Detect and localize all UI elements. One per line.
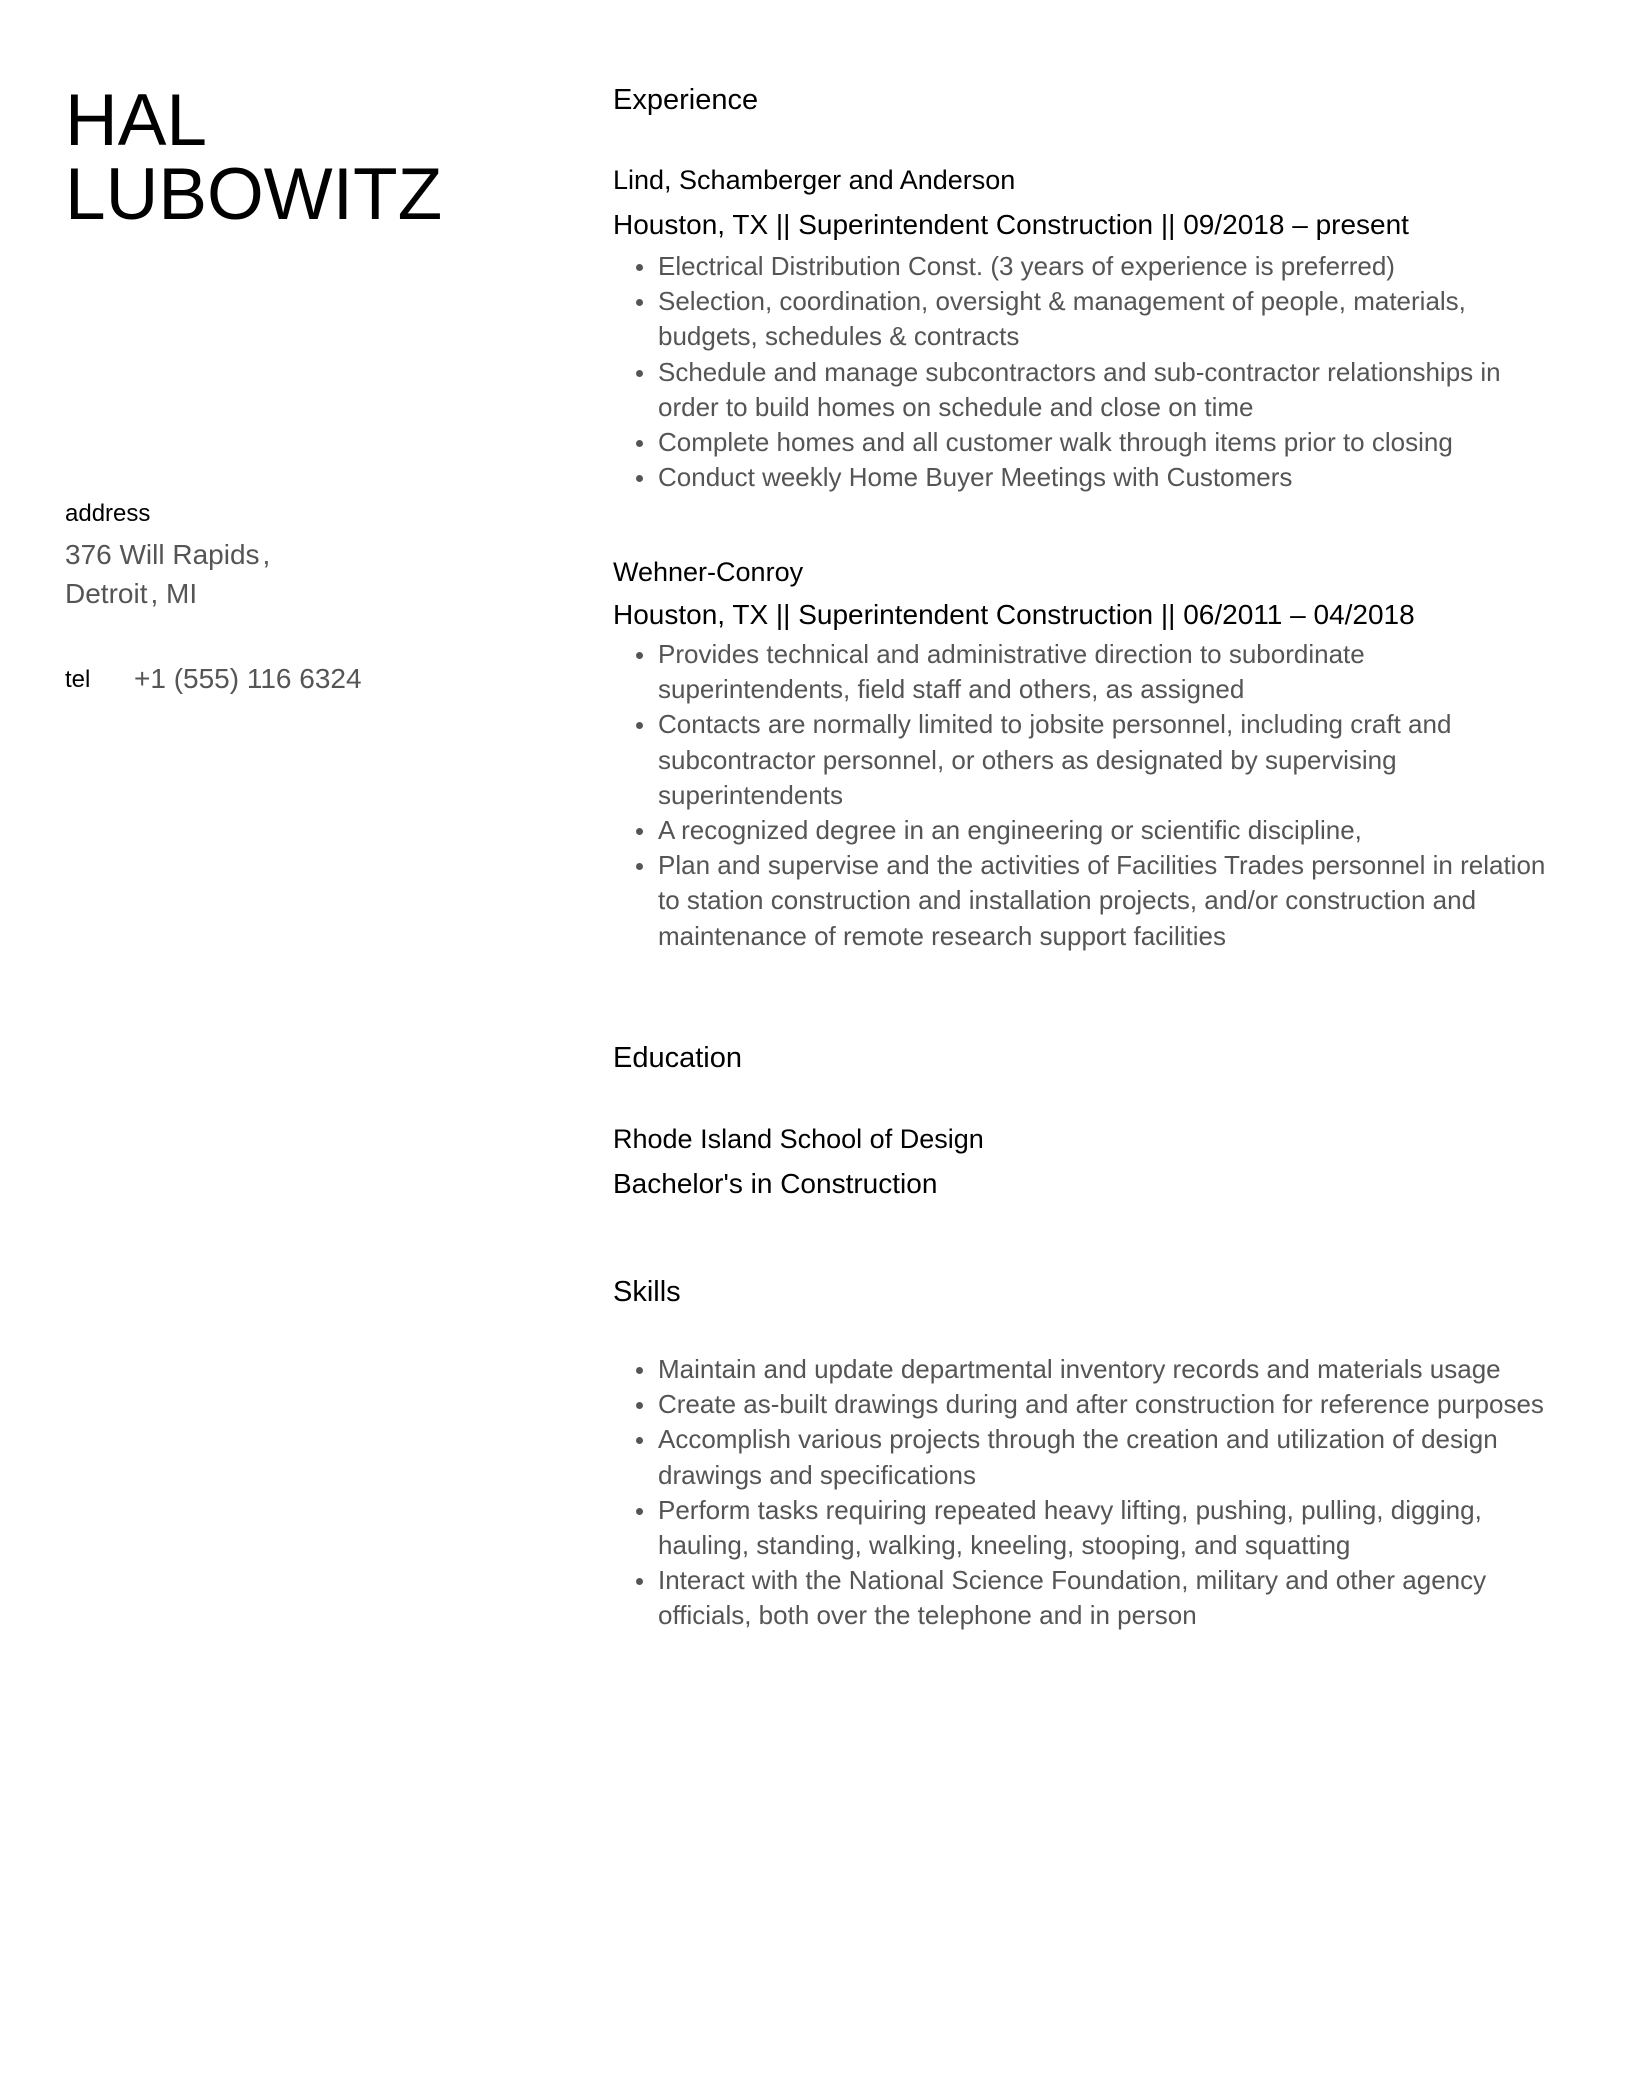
bullet-icon [636,264,643,271]
skills-list [613,1352,1573,1634]
bullet-icon [636,440,643,447]
job-meta: Houston, TX || Superintendent Construction || 06/2011 – 04/2018 [613,599,1415,630]
job-bullets [613,249,1573,495]
bullet-icon [636,299,643,306]
bullet-text: Conduct weekly Home Buyer Meetings with Customers [658,462,1293,493]
job-company: Lind, Schamberger and Anderson [613,165,1016,195]
bullet-text: Accomplish various projects through the creation and utilization of design drawings and specifications [658,1424,1498,1490]
address-street: 376 Will Rapids [65,539,260,570]
address-comma: , [262,539,271,570]
job-company: Wehner-Conroy [613,557,804,587]
bullet-text: Plan and supervise and the activities of Facilities Trades personnel in relation to station construction and installation projects, and/or construction and maintenance of remote research support facilities [658,850,1546,951]
bullet-text: Create as-built drawings during and after construction for reference purposes [658,1389,1544,1420]
tel-value: +1 (555) 116 6324 [134,663,362,694]
list-item [613,249,1558,284]
address-city-line [65,574,197,614]
degree: Bachelor's in Construction [613,1168,938,1199]
list-item [613,813,1558,848]
list-item [613,425,1558,460]
education-heading: Education [613,1042,742,1074]
bullet-text: Contacts are normally limited to jobsite personnel, including craft and subcontractor personnel, or others as designated by supervising superintendents [658,709,1452,810]
address-label: address [65,500,151,527]
address-city: Detroit [65,578,148,609]
school-name: Rhode Island School of Design [613,1124,984,1154]
list-item [613,355,1558,425]
bullet-text: Schedule and manage subcontractors and sub-contractor relationships in order to build homes on schedule and close on time [658,356,1501,422]
skills-heading: Skills [613,1276,681,1308]
bullet-text: Selection, coordination, oversight & management of people, materials, budgets, schedules & contracts [658,286,1466,352]
bullet-icon [636,370,643,377]
bullet-icon [636,828,643,835]
bullet-icon [636,1578,643,1585]
bullet-icon [636,652,643,659]
bullet-icon [636,1508,643,1515]
candidate-name [65,80,443,235]
bullet-text: A recognized degree in an engineering or scientific discipline, [658,815,1362,846]
bullet-text: Provides technical and administrative direction to subordinate superintendents, field staff and others, as assigned [658,639,1365,705]
list-item [613,1493,1558,1563]
list-item [613,1387,1558,1422]
last-name: LUBOWITZ [65,154,443,235]
list-item [613,637,1558,707]
bullet-icon [636,1437,643,1444]
list-item [613,848,1558,954]
bullet-icon [636,722,643,729]
job-bullets [613,637,1573,954]
bullet-text: Interact with the National Science Foundation, military and other agency officials, both over the telephone and in person [658,1565,1487,1631]
bullet-text: Electrical Distribution Const. (3 years of experience is preferred) [658,251,1395,281]
bullet-text: Perform tasks requiring repeated heavy lifting, pushing, pulling, digging, hauling, standing, walking, kneeling, stooping, and squatting [658,1494,1482,1561]
list-item [613,460,1558,495]
job-meta: Houston, TX || Superintendent Construction || 09/2018 – present [613,209,1409,240]
bullet-icon [636,475,643,482]
bullet-text: Maintain and update departmental inventory records and materials usage [658,1354,1501,1384]
list-item [613,284,1558,354]
bullet-text: Complete homes and all customer walk through items prior to closing [658,427,1453,458]
experience-heading: Experience [613,84,759,116]
first-name: HAL [65,80,208,161]
address-street-line [65,535,270,575]
list-item [613,707,1558,813]
tel-label: tel [65,666,91,693]
bullet-icon [636,1367,643,1374]
list-item [613,1563,1558,1633]
bullet-icon [636,863,643,870]
list-item [613,1352,1558,1387]
list-item [613,1422,1558,1492]
address-state: MI [166,578,198,609]
bullet-icon [636,1402,643,1409]
address-comma: , [150,578,159,609]
